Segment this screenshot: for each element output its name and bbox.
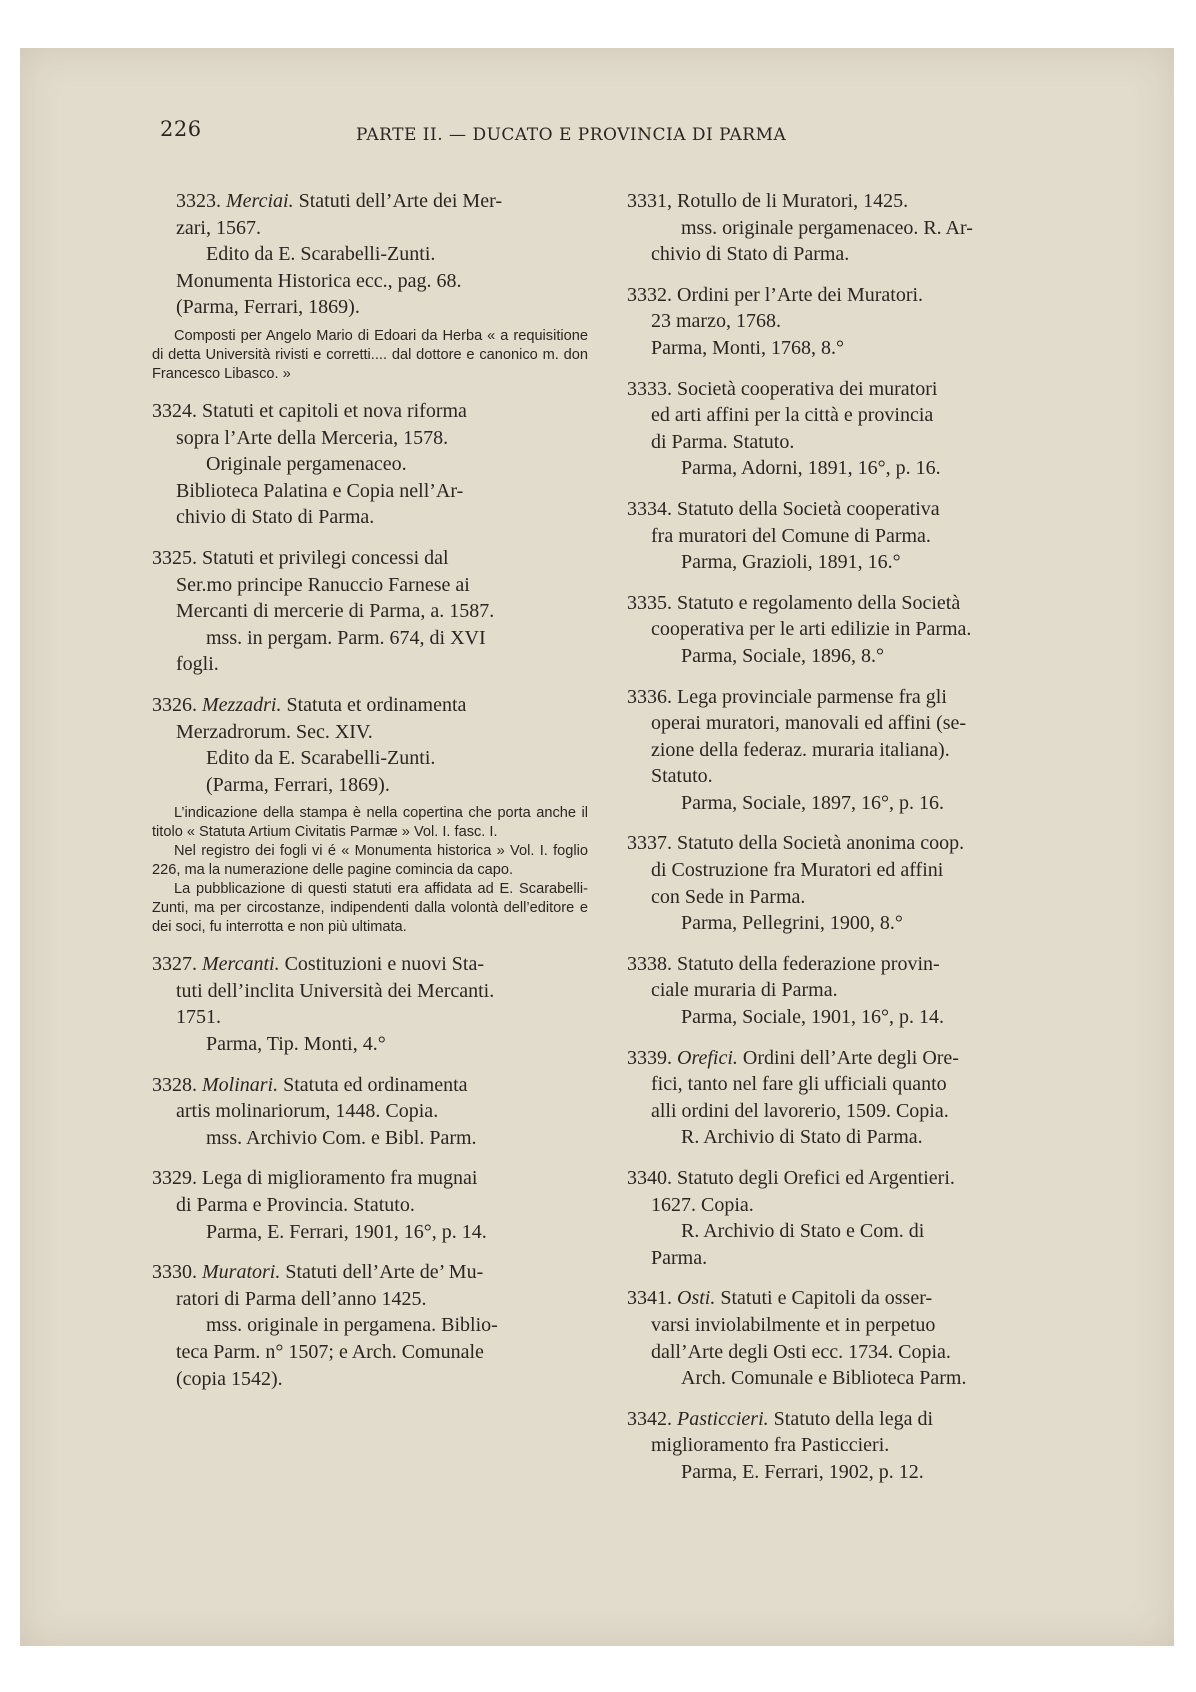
entry-keyword: Muratori. [202, 1261, 281, 1284]
entry-3330: 3330. Muratori. Statuti dell’Arte de’ Mu- ratori di Parma dell’anno 1425. mss. originale in pergamena. Biblio- teca Parm. n° 1507; e Arch. Comunale (copia 1542). [152, 1261, 498, 1390]
footnote: Composti per Angelo Mario di Edoari da Herba « a requisitione di detta Università rivisti e corretti.... dal dottore e canonico m. don Francesco Libasco. » [152, 327, 588, 382]
left-column [152, 188, 588, 1406]
running-head: PARTE II. — DUCATO E PROVINCIA DI PARMA [356, 125, 787, 145]
entry-3333: 3333. Società cooperativa dei muratori ed arti affini per la città e provincia di Parma. Statuto. Parma, Adorni, 1891, 16°, p. 16. [627, 377, 941, 480]
entry-keyword: Molinari. [202, 1073, 279, 1096]
entry-3326: 3326. Mezzadri. Statuta et ordinamenta Merzadrorum. Sec. XIV. Edito da E. Scarabelli-Zunti. (Parma, Ferrari, 1869). L’indicazione della stampa è nella copertina che porta anche il titolo « Statuta Artium Civitatis Parmæ » Vol. I. fasc. I. Nel registro dei fogli vi é « Monumenta historica » Vol. I. foglio 226, ma la numerazione delle pagine comincia da capo. La pubblicazione di questi statuti era affidata ad E. Scarabelli-Zunti, ma per circostanze, indipendenti dalla volontà dell’editore e dei soci, fu interrotta e non più ultimata. [152, 693, 588, 936]
entry-3323: 3323. Merciai. Statuti dell’Arte dei Mer- zari, 1567. Edito da E. Scarabelli-Zunti. Monumenta Historica ecc., pag. 68. (Parma, Ferrari, 1869). Composti per Angelo Mario di Edoari da Herba « a requisitione di detta Università rivisti e corretti.... dal dottore e canonico m. don Francesco Libasco. » [152, 190, 588, 382]
entry-3328: 3328. Molinari. Statuta ed ordinamenta artis molinariorum, 1448. Copia. mss. Archivio Com. e Bibl. Parm. [152, 1073, 477, 1149]
entry-3329: 3329. Lega di miglioramento fra mugnai di Parma e Provincia. Statuto. Parma, E. Ferrari, 1901, 16°, p. 14. [152, 1167, 487, 1243]
entry-3339: 3339. Orefici. Ordini dell’Arte degli Ore- fici, tanto nel fare gli ufficiali quanto alli ordini del lavorerio, 1509. Copia. R. Archivio di Stato di Parma. [627, 1046, 959, 1149]
entry-3342: 3342. Pasticcieri. Statuto della lega di miglioramento fra Pasticcieri. Parma, E. Ferrari, 1902, p. 12. [627, 1407, 934, 1483]
entry-3331: 3331, Rotullo de li Muratori, 1425. mss. originale pergamenaceo. R. Ar- chivio di Stato di Parma. [627, 190, 973, 266]
entry-3341: 3341. Osti. Statuti e Capitoli da osser- varsi inviolabilmente et in perpetuo dall’Arte degli Osti ecc. 1734. Copia. Arch. Comunale e Biblioteca Parm. [627, 1287, 967, 1390]
entry-3325: 3325. Statuti et privilegi concessi dal Ser.mo principe Ranuccio Farnese ai Mercanti di mercerie di Parma, a. 1587. mss. in pergam. Parm. 674, di XVI fogli. [152, 546, 495, 676]
entry-3337: 3337. Statuto della Società anonima coop. di Costruzione fra Muratori ed affini con Sede in Parma. Parma, Pellegrini, 1900, 8.° [627, 832, 965, 935]
entry-3332: 3332. Ordini per l’Arte dei Muratori. 23 marzo, 1768. Parma, Monti, 1768, 8.° [627, 283, 924, 359]
page-header [160, 117, 1060, 155]
entry-keyword: Merciai. [226, 190, 294, 212]
right-column [627, 188, 1065, 1500]
entry-3327: 3327. Mercanti. Costituzioni e nuovi Sta- tuti dell’inclita Università dei Mercanti. 1751. Parma, Tip. Monti, 4.° [152, 953, 495, 1056]
footnote: L’indicazione della stampa è nella copertina che porta anche il titolo « Statuta Artium Civitatis Parmæ » Vol. I. fasc. I. Nel registro dei fogli vi é « Monumenta historica » Vol. I. foglio 226, ma la numerazione delle pagine comincia da capo. La pubblicazione di questi statuti era affidata ad E. Scarabelli-Zunti, ma per circostanze, indipendenti dalla volontà dell’editore e dei soci, fu interrotta e non più ultimata. [152, 805, 588, 936]
entry-3335: 3335. Statuto e regolamento della Società cooperativa per le arti edilizie in Parma. Parma, Sociale, 1896, 8.° [627, 591, 972, 667]
entry-keyword: Mezzadri. [202, 693, 282, 716]
entry-keyword: Mercanti. [202, 953, 280, 976]
entry-keyword: Orefici. [677, 1046, 738, 1069]
entry-keyword: Pasticcieri. [677, 1407, 769, 1430]
entry-3336: 3336. Lega provinciale parmense fra gli operai muratori, manovali ed affini (se- zione della federaz. muraria italiana). Statuto. Parma, Sociale, 1897, 16°, p. 16. [627, 685, 967, 814]
entry-3338: 3338. Statuto della federazione provin- ciale muraria di Parma. Parma, Sociale, 1901, 16°, p. 14. [627, 952, 944, 1029]
entry-3340: 3340. Statuto degli Orefici ed Argentieri. 1627. Copia. R. Archivio di Stato e Com. di Parma. [627, 1167, 955, 1269]
entry-3334: 3334. Statuto della Società cooperativa fra muratori del Comune di Parma. Parma, Grazioli, 1891, 16.° [627, 497, 940, 574]
entry-3324: 3324. Statuti et capitoli et nova riforma sopra l’Arte della Merceria, 1578. Originale pergamenaceo. Biblioteca Palatina e Copia nell’Ar- chivio di Stato di Parma. [152, 399, 467, 529]
entry-keyword: Osti. [677, 1287, 716, 1310]
page-number: 226 [160, 117, 202, 141]
